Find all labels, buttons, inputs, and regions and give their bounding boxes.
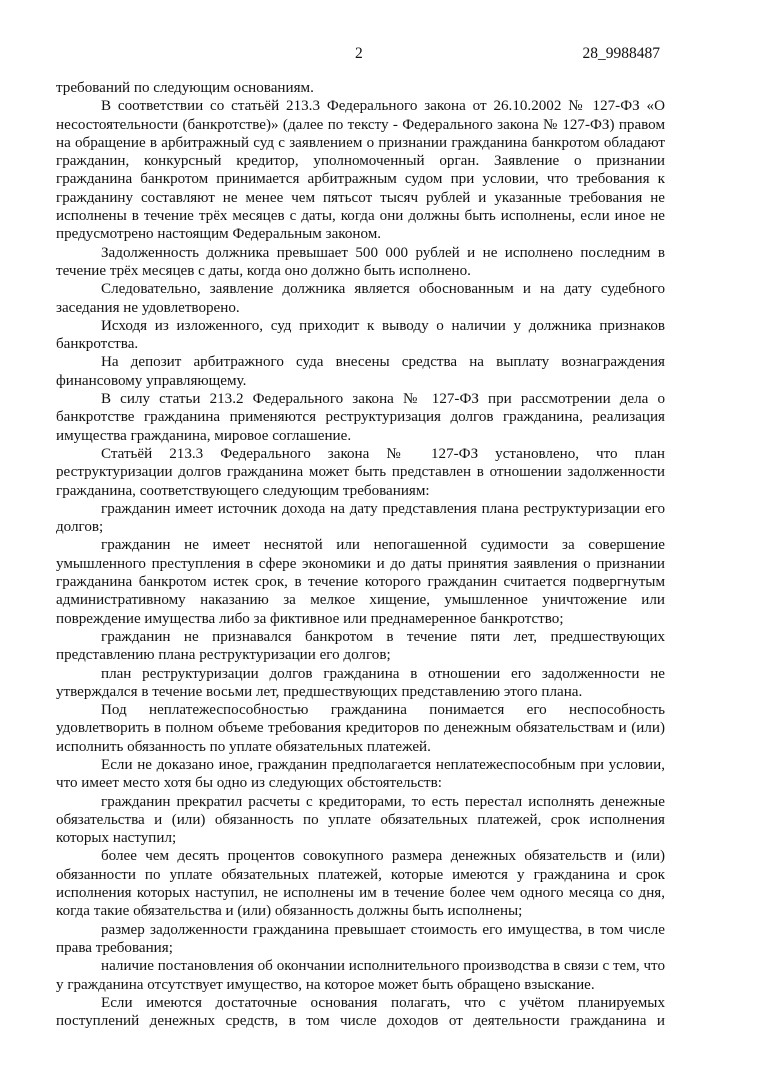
paragraph: гражданин имеет источник дохода на дату представления плана реструктуризации его долгов; (56, 500, 665, 536)
paragraph: требований по следующим основаниям. (56, 80, 314, 96)
paragraph: гражданин прекратил расчеты с кредиторами, то есть перестал исполнять денежные обязательства и (или) обязанность по уплате обязательных платежей, срок исполнения которых наступил; (56, 793, 665, 847)
paragraph: Если имеются достаточные основания полагать, что с учётом планируемых поступлений денежных средств, в том числе доходов от деятельности гражданина и (56, 994, 665, 1030)
paragraph: Если не доказано иное, гражданин предполагается неплатежеспособным при условии, что имеет место хотя бы одно из следующих обстоятельств: (56, 756, 665, 792)
paragraph: Исходя из изложенного, суд приходит к выводу о наличии у должника признаков банкротства. (56, 317, 665, 353)
paragraph: размер задолженности гражданина превышает стоимость его имущества, в том числе права требования; (56, 921, 665, 956)
paragraph: наличие постановления об окончании исполнительного производства в связи с тем, что у гражданина отсутствует имущество, на которое может быть обращено взыскание. (56, 958, 665, 993)
paragraph: На депозит арбитражного суда внесены средства на выплату вознаграждения финансовому управляющему. (56, 354, 665, 389)
paragraph: Под неплатежеспособностью гражданина понимается его неспособность удовлетворить в полном объеме требования кредиторов по денежным обязательствам и (или) исполнить обязанность по уплате обязательных платежей. (56, 702, 665, 755)
paragraph: В соответствии со статьёй 213.3 Федерального закона от 26.10.2002 № 127-ФЗ «О несостоятельности (банкротстве)» (далее по тексту - Федерального закона № 127-ФЗ) правом на обращение в арбитражный суд с заявлением о признании гражданина банкротом обладают гражданин, конкурсный кредитор, уполномоченный орган. Заявление о признании гражданина банкротом принимается арбитражным судом при условии, что требования к гражданину составляют не менее чем пятьсот тысяч рублей и указанные требования не исполнены в течение трёх месяцев с даты, когда они должны быть исполнены, если иное не предусмотрено настоящим Федеральным законом. (56, 98, 665, 243)
page-number: 2 (355, 45, 363, 62)
document-body (56, 79, 665, 1030)
paragraph: план реструктуризации долгов гражданина в отношении его задолженности не утверждался в течение восьми лет, предшествующих представлению этого плана. (56, 665, 665, 700)
paragraph: гражданин не признавался банкротом в течение пяти лет, предшествующих представлению плана реструктуризации его долгов; (56, 628, 665, 664)
paragraph: Задолженность должника превышает 500 000 рублей и не исполнено последним в течение трёх месяцев с даты, когда оно должно быть исполнено. (56, 244, 665, 279)
paragraph: В силу статьи 213.2 Федерального закона № 127-ФЗ при рассмотрении дела о банкротстве гражданина применяются реструктуризация долгов гражданина, реализация имущества гражданина, мировое соглашение. (56, 391, 665, 444)
case-number: 28_9988487 (582, 45, 660, 62)
paragraph: Следовательно, заявление должника является обоснованным и на дату судебного заседания не удовлетворено. (56, 281, 665, 316)
paragraph: более чем десять процентов совокупного размера денежных обязательств и (или) обязанности по уплате обязательных платежей, которые имеются у гражданина и срок исполнения которых наступил, не исполнены им в течение более чем одного месяца со дня, когда такие обязательства и (или) обязанность должны быть исполнены; (56, 848, 665, 920)
paragraph: Статьёй 213.3 Федерального закона № 127-ФЗ установлено, что план реструктуризации долгов гражданина может быть представлен в отношении задолженности гражданина, соответствующего следующим требованиям: (56, 445, 665, 499)
paragraph: гражданин не имеет неснятой или непогашенной судимости за совершение умышленного преступления в сфере экономики и до даты принятия заявления о признании гражданина банкротом истек срок, в течение которого гражданин считается подвергнутым административному наказанию за мелкое хищение, умышленное уничтожение или повреждение имущества либо за фиктивное или преднамеренное банкротство; (56, 537, 665, 627)
